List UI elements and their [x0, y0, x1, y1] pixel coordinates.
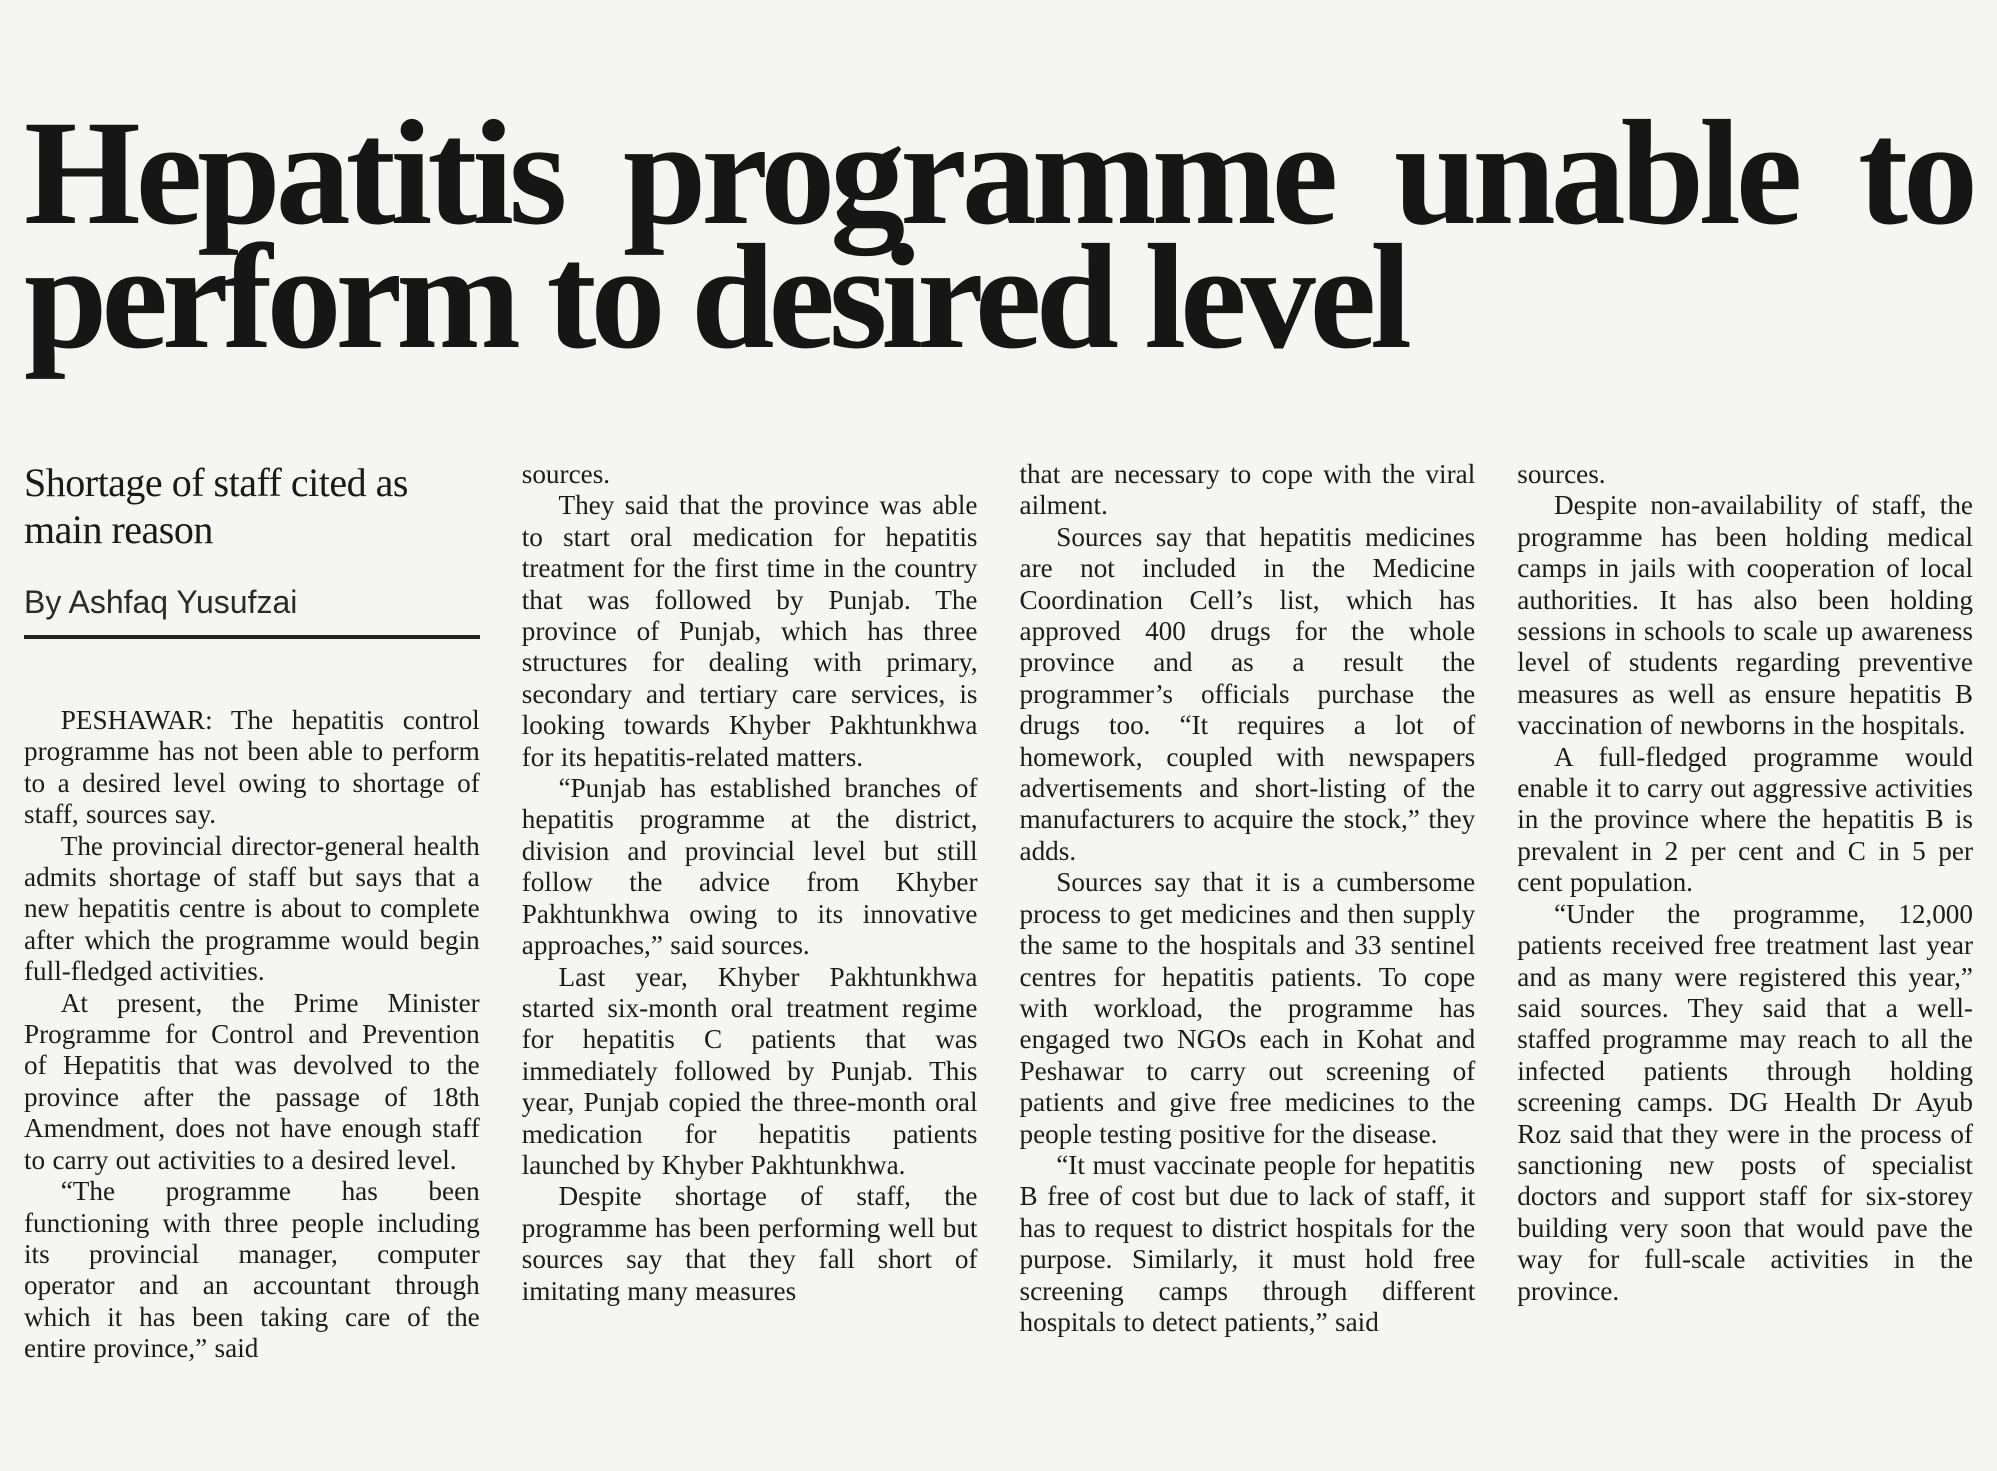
headline-line-1: Hepatitis programme unable to	[24, 89, 1973, 256]
body-paragraph-continuation: that are necessary to cope with the viral ailment.	[1019, 459, 1476, 521]
column-2-body	[522, 459, 978, 1307]
column-1	[24, 459, 480, 1365]
article-byline: By Ashfaq Yusufzai	[24, 584, 298, 620]
column-2	[522, 459, 978, 1307]
body-paragraph: Sources say that hepatitis medicines are not included in the Medicine Coordination Cell’s list, which has approved 400 drugs for the whole province and as a result the programmer’s officials purchase the drugs too. “It requires a lot of homework, coupled with newspapers advertisements and short-listing of the manufacturers to acquire the stock,” they adds.	[1019, 521, 1476, 866]
body-paragraph: “The programme has been functioning with three people including its provincial manager, computer operator and an accountant through which it has been taking care of the entire province,” said	[24, 1176, 480, 1364]
byline-rule	[24, 635, 480, 639]
column-3-body	[1020, 459, 1476, 1338]
headline-line-2: perform to desired level	[24, 213, 1406, 380]
body-paragraph: A full-fledged programme would enable it to carry out aggressive activities in the province where the hepatitis B is prevalent in 2 per cent and C in 5 per cent population.	[1517, 741, 1973, 898]
column-1-body	[24, 705, 480, 1365]
body-paragraph: “It must vaccinate people for hepatitis B free of cost but due to lack of staff, it has to request to district hospitals for the purpose. Similarly, it must hold free screening camps through different hospitals to detect patients,” said	[1019, 1149, 1476, 1337]
body-paragraph: Despite shortage of staff, the programme has been performing well but sources say that they fall short of imitating many measures	[521, 1181, 978, 1306]
column-3	[1020, 459, 1476, 1338]
body-paragraph: At present, the Prime Minister Programme for Control and Prevention of Hepatitis that was devolved to the province after the passage of 18th Amendment, does not have enough staff to carry out activities to a desired level.	[24, 987, 480, 1175]
body-paragraph: PESHAWAR: The hepatitis control programme has not been able to perform to a desired level owing to shortage of staff, sources say.	[24, 705, 480, 830]
article-columns	[0, 459, 1997, 1365]
body-paragraph-continuation: sources.	[521, 459, 611, 489]
article-headline	[0, 89, 1997, 380]
body-paragraph-continuation: sources.	[1517, 459, 1606, 489]
newspaper-article	[0, 89, 1997, 1471]
body-paragraph: “Punjab has established branches of hepatitis programme at the district, division and provincial level but still follow the advice from Khyber Pakhtunkhwa owing to its innovative approaches,” said sources.	[521, 773, 978, 961]
body-paragraph: Sources say that it is a cumbersome process to get medicines and then supply the same to the hospitals and 33 sentinel centres for hepatitis patients. To cope with workload, the programme has engaged two NGOs each in Kohat and Peshawar to carry out screening of patients and give free medicines to the people testing positive for the disease.	[1019, 867, 1476, 1149]
column-4	[1517, 459, 1973, 1307]
body-paragraph: They said that the province was able to start oral medication for hepatitis treatment for the first time in the country that was followed by Punjab. The province of Punjab, which has three structures for dealing with primary, secondary and tertiary care services, is looking towards Khyber Pakhtunkhwa for its hepatitis-related matters.	[521, 490, 978, 772]
body-paragraph: The provincial director-general health admits shortage of staff but says that a new hepatitis centre is about to complete after which the programme would begin full-fledged activities.	[24, 830, 480, 987]
body-paragraph: Despite non-availability of staff, the programme has been holding medical camps in jails with cooperation of local authorities. It has also been holding sessions in schools to scale up awareness level of students regarding preventive measures as well as ensure hepatitis B vaccination of newborns in the hospitals.	[1517, 490, 1973, 741]
article-subhead: Shortage of staff cited as main reason	[24, 460, 408, 552]
body-paragraph: Last year, Khyber Pakhtunkhwa started six-month oral treatment regime for hepatitis C patients that was immediately followed by Punjab. This year, Punjab copied the three-month oral medication for hepatitis patients launched by Khyber Pakhtunkhwa.	[521, 961, 978, 1180]
column-4-body	[1517, 459, 1973, 1307]
body-paragraph: “Under the programme, 12,000 patients received free treatment last year and as many were registered this year,” said sources. They said that a well-staffed programme may reach to all the infected patients through holding screening camps. DG Health Dr Ayub Roz said that they were in the process of sanctioning new posts of specialist doctors and support staff for six-storey building very soon that would pave the way for full-scale activities in the province.	[1517, 898, 1973, 1306]
